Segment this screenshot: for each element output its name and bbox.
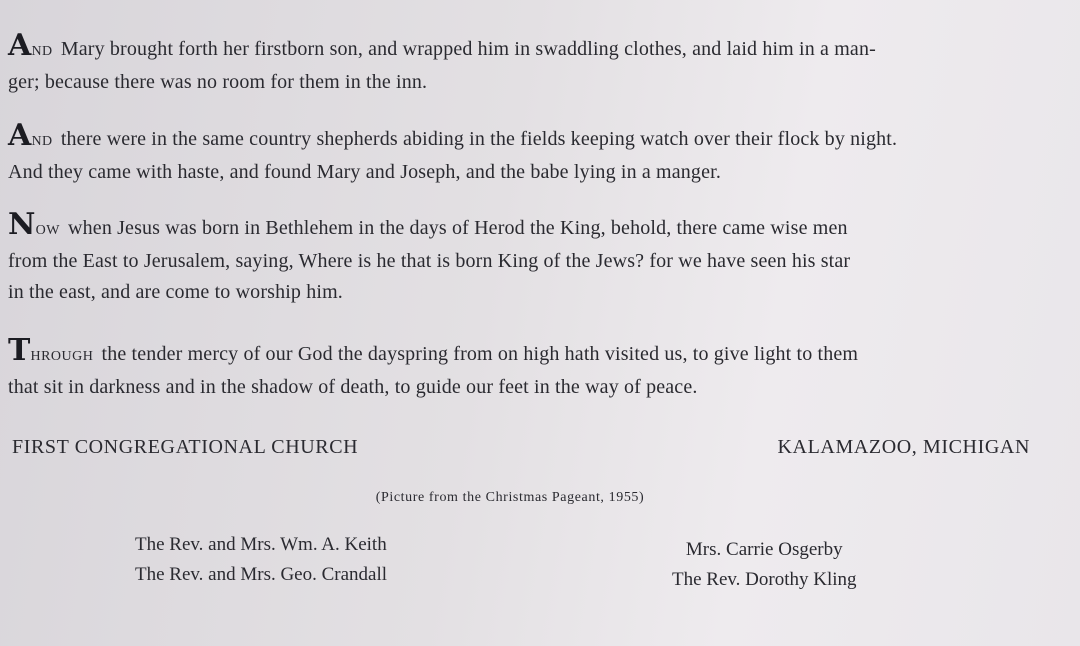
verse-4: [8, 333, 1058, 403]
verse-text: Mary brought forth her firstborn son, and wrapped him in swaddling clothes, and laid him in a man-: [55, 38, 876, 60]
small-caps: HROUGH: [30, 349, 94, 364]
drop-cap: N: [8, 207, 36, 242]
verse-line: [8, 333, 1058, 372]
verse-text: there were in the same country shepherds abiding in the fields keeping watch over their flock by night.: [55, 128, 898, 150]
small-caps: ND: [31, 44, 53, 59]
name-entry: The Rev. and Mrs. Geo. Crandall: [135, 564, 388, 585]
verse-2: [8, 118, 1058, 188]
verse-line: in the east, and are come to worship him.: [8, 281, 343, 303]
verse-text: the tender mercy of our God the dayspring from on high hath visited us, to give light to them: [96, 343, 859, 365]
name-entry: Mrs. Carrie Osgerby: [685, 539, 843, 560]
church-city: KALAMAZOO, MICHIGAN: [777, 436, 1030, 458]
name-entry: The Rev. Dorothy Kling: [672, 569, 857, 590]
church-name: FIRST CONGREGATIONAL CHURCH: [12, 436, 359, 458]
drop-cap: T: [8, 333, 31, 368]
verse-line: And they came with haste, and found Mary and Joseph, and the babe lying in a manger.: [8, 161, 721, 183]
verse-1: [8, 28, 1058, 98]
verse-line: ger; because there was no room for them in the inn.: [8, 71, 428, 93]
verse-line: [8, 207, 1058, 246]
small-caps: ND: [31, 134, 53, 149]
verse-line: that sit in darkness and in the shadow of death, to guide our feet in the way of peace.: [8, 376, 698, 398]
drop-cap: A: [8, 28, 32, 63]
names-left: [135, 530, 387, 590]
verse-text: when Jesus was born in Bethlehem in the days of Herod the King, behold, there came wise men: [62, 217, 848, 239]
names-right: [672, 535, 857, 595]
picture-caption: (Picture from the Christmas Pageant, 1955): [375, 490, 645, 505]
small-caps: OW: [35, 223, 60, 238]
drop-cap: A: [8, 118, 32, 153]
name-entry: The Rev. and Mrs. Wm. A. Keith: [135, 534, 387, 555]
verse-line: [8, 118, 1058, 157]
verse-line: from the East to Jerusalem, saying, Where is he that is born King of the Jews? for we have seen his star: [8, 250, 851, 272]
verse-3: [8, 207, 1058, 308]
verse-line: [8, 28, 1058, 67]
